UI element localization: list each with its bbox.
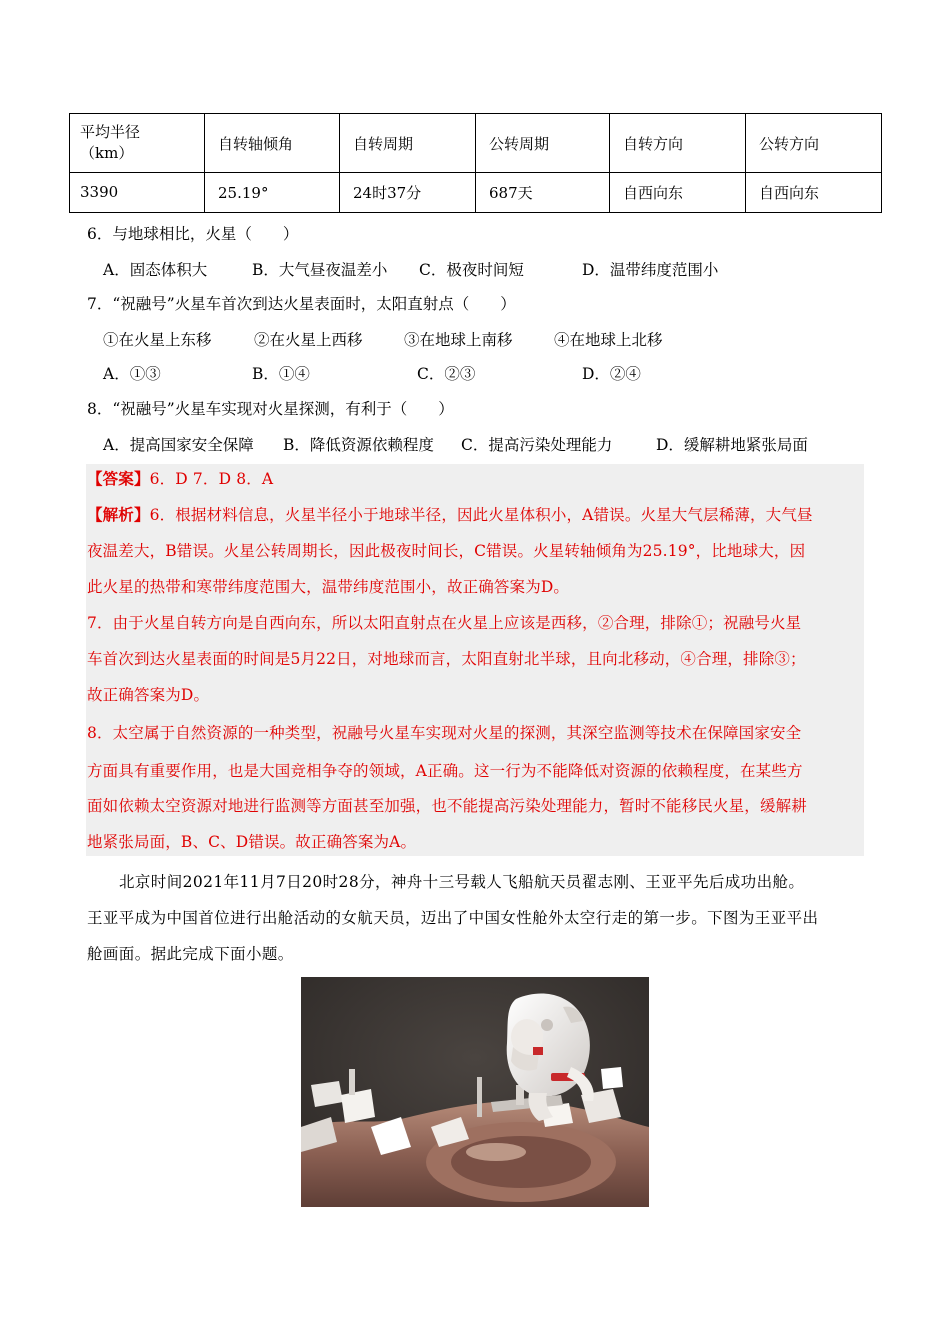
option-a: A．固态体积大 bbox=[103, 261, 208, 279]
answer-key bbox=[87, 461, 867, 497]
question-7-stem: 7．“祝融号”火星车首次到达火星表面时，太阳直射点（ ） bbox=[87, 295, 516, 313]
value-cell-radius: 3390 bbox=[70, 173, 205, 213]
analysis-label: 【解析】 bbox=[87, 505, 150, 524]
answer-key-label: 【答案】 bbox=[87, 469, 150, 488]
analysis-line-7: 8．太空属于自然资源的一种类型，祝融号火星车实现对火星的探测，其深空监测等技术在保障国家安全 bbox=[87, 724, 802, 742]
value-cell-revolution-period: 687天 bbox=[476, 173, 610, 213]
option-c: C．②③ bbox=[417, 365, 476, 383]
answer-key-text: 6．D 7．D 8．A bbox=[149, 470, 274, 488]
question-6-stem: 6．与地球相比，火星（ ） bbox=[87, 225, 299, 243]
passage-line-2: 王亚平成为中国首位进行出舱活动的女航天员，迈出了中国女性舱外太空行走的第一步。下图为王亚平出 bbox=[87, 909, 819, 927]
option-b: B．①④ bbox=[252, 365, 310, 383]
option-c: C．极夜时间短 bbox=[419, 261, 524, 279]
option-d: D．温带纬度范围小 bbox=[582, 261, 719, 279]
option-a: A．提高国家安全保障 bbox=[103, 436, 254, 454]
choice-1: ①在火星上东移 bbox=[103, 331, 212, 349]
choice-2: ②在火星上西移 bbox=[254, 331, 363, 349]
header-cell-revolution-direction: 公转方向 bbox=[746, 114, 882, 173]
analysis-line-10: 地紧张局面，B、C、D错误。故正确答案为A。 bbox=[87, 833, 417, 851]
value-cell-rotation-direction: 自西向东 bbox=[610, 173, 746, 213]
passage-line-1: 北京时间2021年11月7日20时28分，神舟十三号载人飞船航天员翟志刚、王亚平先后成功出舱。 bbox=[119, 873, 805, 891]
header-cell-revolution-period: 公转周期 bbox=[476, 114, 610, 173]
header-cell-radius: 平均半径 （km） bbox=[70, 114, 205, 173]
option-d: D．缓解耕地紧张局面 bbox=[656, 436, 808, 454]
analysis-line-3: 此火星的热带和寒带纬度范围大，温带纬度范围小，故正确答案为D。 bbox=[87, 578, 570, 596]
option-b: B．大气昼夜温差小 bbox=[252, 261, 388, 279]
option-c: C．提高污染处理能力 bbox=[461, 436, 613, 454]
question-8-stem: 8．“祝融号”火星车实现对火星探测，有利于（ ） bbox=[87, 400, 454, 418]
option-d: D．②④ bbox=[582, 365, 641, 383]
analysis-line-8: 方面具有重要作用，也是大国竞相争夺的领域，A正确。这一行为不能降低对资源的依赖程度，在某些方 bbox=[87, 762, 803, 780]
analysis-line-4: 7．由于火星自转方向是自西向东，所以太阳直射点在火星上应该是西移，②合理，排除①；祝融号火星 bbox=[87, 614, 802, 632]
value-cell-rotation-period: 24时37分 bbox=[340, 173, 476, 213]
analysis-line-6: 故正确答案为D。 bbox=[87, 686, 210, 704]
header-cell-tilt: 自转轴倾角 bbox=[205, 114, 340, 173]
header-cell-rotation-period: 自转周期 bbox=[340, 114, 476, 173]
option-a: A．①③ bbox=[103, 365, 161, 383]
table-header-row bbox=[70, 114, 882, 173]
header-cell-rotation-direction: 自转方向 bbox=[610, 114, 746, 173]
analysis-line-9: 面如依赖太空资源对地进行监测等方面甚至加强，也不能提高污染处理能力，暂时不能移民火星，缓解耕 bbox=[87, 797, 807, 815]
choice-4: ④在地球上北移 bbox=[554, 331, 663, 349]
analysis-line-1: 【解析】6．根据材料信息，火星半径小于地球半径，因此火星体积小，A错误。火星大气层稀薄，大气昼 bbox=[87, 505, 813, 524]
table-row bbox=[70, 173, 882, 213]
analysis-line-5: 车首次到达火星表面的时间是5月22日，对地球而言，太阳直射北半球，且向北移动，④合理，排除③； bbox=[87, 650, 806, 668]
spacewalk-photo bbox=[301, 977, 649, 1207]
passage-line-3: 舱画面。据此完成下面小题。 bbox=[87, 945, 294, 963]
analysis-line-2: 夜温差大，B错误。火星公转周期长，因此极夜时间长，C错误。火星转轴倾角为25.19°，比地球大，因 bbox=[87, 542, 806, 560]
value-cell-revolution-direction: 自西向东 bbox=[746, 173, 882, 213]
mars-data-table bbox=[69, 113, 882, 213]
option-b: B．降低资源依赖程度 bbox=[283, 436, 434, 454]
choice-3: ③在地球上南移 bbox=[404, 331, 513, 349]
value-cell-tilt: 25.19° bbox=[205, 173, 340, 213]
